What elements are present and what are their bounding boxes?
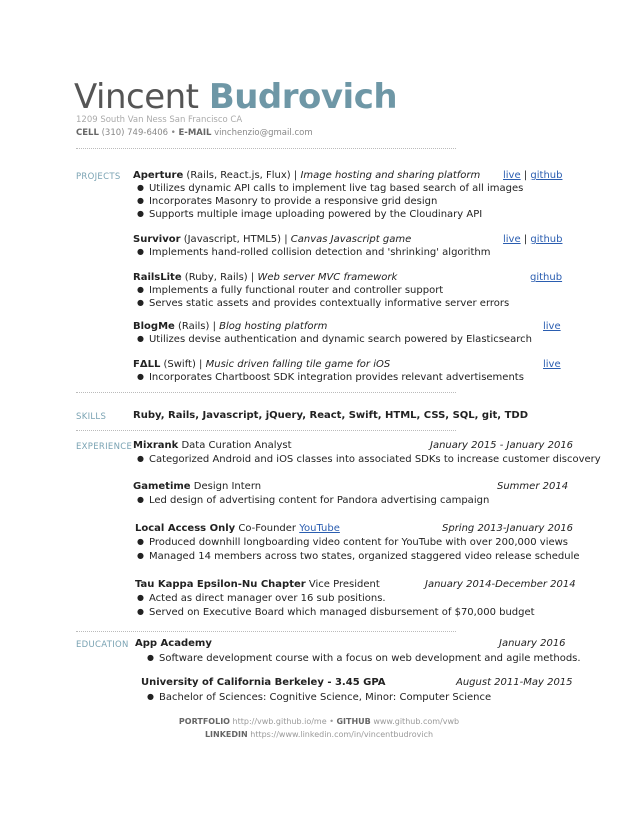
github-link[interactable]: github (530, 170, 563, 181)
project-title (133, 234, 411, 245)
experience-org: Local Access Only (135, 523, 236, 534)
list-item: ● Implements a fully functional router and controller support (137, 285, 443, 296)
project-title (133, 170, 480, 181)
experience-title (133, 440, 292, 451)
education-date: January 2016 (499, 638, 566, 649)
list-item: ● Categorized Android and iOS classes into associated SDKs to increase customer discovery (137, 454, 601, 465)
project-name: BlogMe (133, 321, 175, 332)
project-links (530, 272, 562, 283)
experience-date: Summer 2014 (497, 481, 569, 492)
skills-list: Ruby, Rails, Javascript, jQuery, React, Swift, HTML, CSS, SQL, git, TDD (133, 410, 528, 421)
footer-line-2 (0, 730, 638, 739)
experience-role: Vice President (305, 579, 380, 590)
live-link[interactable]: live (543, 359, 561, 370)
project-name: RailsLite (133, 272, 182, 283)
live-link[interactable]: live (543, 321, 561, 332)
section-label-education: EDUCATION (76, 640, 129, 650)
project-desc: Web server MVC framework (257, 272, 398, 283)
list-item: ● Managed 14 members across two states, organized staggered video release schedule (137, 551, 580, 562)
section-label-skills: SKILLS (76, 412, 107, 422)
experience-title (135, 579, 380, 590)
experience-date: January 2015 - January 2016 (430, 440, 574, 451)
divider (76, 631, 456, 632)
experience-role: Co-Founder (235, 523, 300, 534)
project-desc: Image hosting and sharing platform (300, 170, 481, 181)
candidate-name (74, 78, 397, 116)
footer-line-1 (0, 717, 638, 726)
live-link[interactable]: live (503, 170, 521, 181)
divider (76, 430, 456, 431)
education-title (141, 677, 386, 688)
project-name: Aperture (133, 170, 184, 181)
last-name: Budrovich (208, 77, 398, 117)
linkedin-url[interactable]: https://www.linkedin.com/in/vincentbudrovich (250, 730, 434, 739)
education-title (135, 638, 212, 649)
education-org: App Academy (135, 638, 212, 649)
project-links (543, 321, 561, 332)
list-item: ● Incorporates Masonry to provide a responsive grid design (137, 196, 437, 207)
project-desc: Blog hosting platform (219, 321, 328, 332)
project-desc: Music driven falling tile game for iOS (205, 359, 391, 370)
list-item: ● Produced downhill longboarding video content for YouTube with over 200,000 views (137, 537, 568, 548)
list-item: ● Bachelor of Sciences: Cognitive Science, Minor: Computer Science (147, 692, 491, 703)
first-name: Vincent (74, 77, 199, 117)
github-label: GITHUB (336, 717, 371, 726)
email-value: vinchenzio@gmail.com (214, 128, 313, 138)
contact-line (76, 128, 313, 138)
experience-title (133, 481, 261, 492)
experience-role: Data Curation Analyst (178, 440, 292, 451)
project-links (503, 234, 562, 245)
list-item: ● Supports multiple image uploading powered by the Cloudinary API (137, 209, 482, 220)
github-link[interactable]: github (530, 234, 563, 245)
portfolio-url[interactable]: http://vwb.github.io/me (232, 717, 327, 726)
youtube-link[interactable]: YouTube (299, 523, 340, 534)
list-item: ● Utilizes devise authentication and dynamic search powered by Elasticsearch (137, 334, 532, 345)
divider (76, 148, 456, 149)
list-item: ● Serves static assets and provides contextually informative server errors (137, 298, 509, 309)
education-org: University of California Berkeley - 3.45 GPA (141, 677, 386, 688)
divider (76, 392, 456, 393)
link-separator: | (523, 170, 528, 181)
experience-org: Tau Kappa Epsilon-Nu Chapter (135, 579, 306, 590)
list-item: ● Software development course with a focus on web development and agile methods. (147, 653, 581, 664)
linkedin-label: LINKEDIN (204, 730, 248, 739)
email-label: E-MAIL (178, 128, 212, 138)
experience-date: Spring 2013-January 2016 (442, 523, 574, 534)
project-tech: (Rails) | (174, 321, 216, 332)
cell-value: (310) 749-6406 (101, 128, 169, 138)
contact-separator: • (170, 128, 176, 138)
experience-org: Mixrank (133, 440, 179, 451)
experience-role: Design Intern (190, 481, 262, 492)
project-name: FΔLL (133, 359, 161, 370)
address: 1209 South Van Ness San Francisco CA (76, 115, 243, 125)
project-desc: Canvas Javascript game (290, 234, 412, 245)
list-item: ● Utilizes dynamic API calls to implement live tag based search of all images (137, 183, 523, 194)
list-item: ● Led design of advertising content for Pandora advertising campaign (137, 495, 489, 506)
section-label-projects: PROJECTS (76, 172, 121, 182)
github-link[interactable]: github (530, 272, 563, 283)
cell-label: CELL (76, 128, 99, 138)
footer-separator: • (329, 717, 334, 726)
experience-date: January 2014-December 2014 (425, 579, 576, 590)
list-item: ● Acted as direct manager over 16 sub positions. (137, 593, 386, 604)
list-item: ● Served on Executive Board which managed disbursement of $70,000 budget (137, 607, 535, 618)
experience-org: Gametime (133, 481, 191, 492)
project-links (503, 170, 562, 181)
experience-title (135, 523, 340, 534)
link-separator: | (523, 234, 528, 245)
project-links (543, 359, 561, 370)
project-tech: (Javascript, HTML5) | (180, 234, 288, 245)
github-url[interactable]: www.github.com/vwb (373, 717, 460, 726)
portfolio-label: PORTFOLIO (178, 717, 230, 726)
project-title (133, 272, 397, 283)
live-link[interactable]: live (503, 234, 521, 245)
project-title (133, 359, 390, 370)
project-tech: (Rails, React.js, Flux) | (183, 170, 298, 181)
project-title (133, 321, 327, 332)
project-tech: (Swift) | (160, 359, 203, 370)
project-tech: (Ruby, Rails) | (181, 272, 255, 283)
list-item: ● Incorporates Chartboost SDK integration provides relevant advertisements (137, 372, 524, 383)
section-label-experience: EXPERIENCE (76, 442, 133, 452)
list-item: ● Implements hand-rolled collision detection and 'shrinking' algorithm (137, 247, 490, 258)
education-date: August 2011-May 2015 (456, 677, 573, 688)
project-name: Survivor (133, 234, 181, 245)
